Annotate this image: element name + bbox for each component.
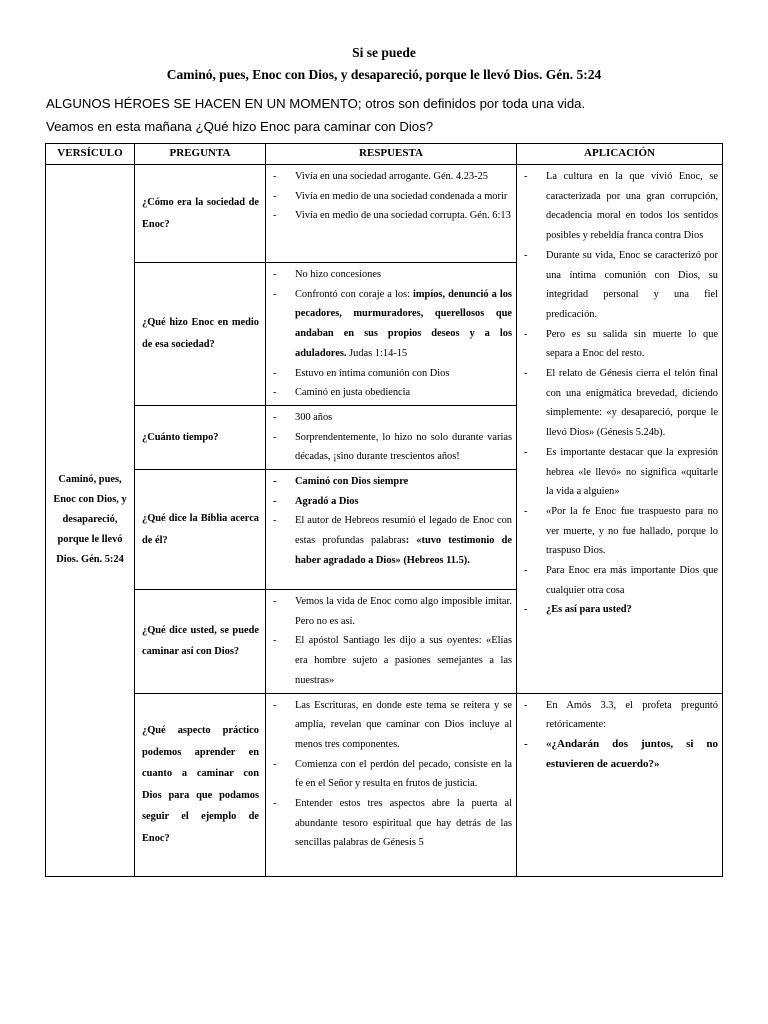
answer-item: - El apóstol Santiago les dijo a sus oyentes: «Elías era hombre sujeto a pasiones semejantes a las nuestras»	[266, 631, 512, 690]
answer-cell	[266, 693, 517, 876]
answer-cell	[266, 590, 517, 694]
application-item: - «¿Andarán dos juntos, si no estuvieren de acuerdo?»	[517, 735, 718, 774]
answer-bold-text: impíos, denunció a los pecadores, murmuradores, querellosos que andaban en sus propios deseos y a los aduladores.	[295, 288, 512, 359]
answer-item: - Agradó a Dios	[266, 492, 512, 512]
question-cell: ¿Qué dice usted, se puede caminar así con Dios?	[135, 590, 266, 694]
answer-item: - Vemos la vida de Enoc como algo imposible imitar. Pero no es así.	[266, 592, 512, 631]
answer-cell	[266, 165, 517, 263]
document-subtitle: Caminó, pues, Enoc con Dios, y desapareció, porque le llevó Dios. Gén. 5:24	[166, 67, 602, 82]
document-title: Si se puede	[352, 45, 416, 60]
intro-line-2: Veamos en esta mañana ¿Qué hizo Enoc para caminar con Dios?	[46, 119, 434, 134]
answer-reference: Judas 1:14-15	[346, 347, 408, 359]
column-header-pregunta: PREGUNTA	[135, 144, 266, 165]
question-cell: ¿Cuánto tiempo?	[135, 405, 266, 469]
answer-text: Confrontó con coraje a los:	[295, 288, 414, 300]
application-item: - «Por la fe Enoc fue traspuesto para no ver muerte, y no fue hallado, porque lo traspuso Dios.	[517, 502, 718, 561]
answer-bold-text: : «tuvo testimonio de haber agradado a Dios» (Hebreos 11.5).	[295, 535, 512, 566]
application-item: - En Amós 3.3, el profeta preguntó retóricamente:	[517, 696, 718, 735]
answer-item: - Vivía en medio de una sociedad corrupta. Gén. 6:13	[266, 206, 512, 226]
answer-item: - Caminó en justa obediencia	[266, 383, 512, 403]
answer-item	[266, 285, 512, 364]
application-item: - El relato de Génesis cierra el telón final con una enigmática brevedad, diciendo simplemente: «y desapareció, porque le llevó Dios» (Génesis 5.24b).	[517, 364, 718, 443]
application-cell	[517, 693, 723, 876]
table-header-row	[46, 144, 723, 165]
question-cell: ¿Cómo era la sociedad de Enoc?	[135, 165, 266, 263]
answer-item	[266, 511, 512, 570]
study-table	[45, 143, 723, 877]
intro-line-1: ALGUNOS HÉROES SE HACEN EN UN MOMENTO; otros son definidos por toda una vida.	[46, 96, 586, 111]
versiculo-cell: Caminó, pues, Enoc con Dios, y desapareció, porque le llevó Dios. Gén. 5:24	[46, 165, 135, 877]
application-item: - Para Enoc era más importante Dios que cualquier otra cosa	[517, 561, 718, 600]
application-item: - Pero es su salida sin muerte lo que separa a Enoc del resto.	[517, 325, 718, 364]
answer-item: - Entender estos tres aspectos abre la puerta al abundante tesoro espiritual que hay detrás de las sencillas palabras de Génesis 5	[266, 794, 512, 853]
application-item: - Es importante destacar que la expresión hebrea «le llevó» no significa «quitarle la vida a alguien»	[517, 443, 718, 502]
application-item: - Durante su vida, Enoc se caracterizó por una íntima comunión con Dios, su integridad personal y una fiel predicación.	[517, 246, 718, 325]
answer-item: - Las Escrituras, en donde este tema se reitera y se amplía, revelan que caminar con Dios incluye al menos tres componentes.	[266, 696, 512, 755]
column-header-aplicacion: APLICACIÓN	[517, 144, 723, 165]
answer-text: El autor de Hebreos resumió el legado de Enoc con estas profundas palabras	[295, 515, 512, 547]
application-cell	[517, 165, 723, 694]
answer-cell	[266, 405, 517, 469]
answer-item: - Vivía en una sociedad arrogante. Gén. 4.23-25	[266, 167, 512, 187]
answer-item: - Caminó con Dios siempre	[266, 472, 512, 492]
question-cell: ¿Qué aspecto práctico podemos aprender en cuanto a caminar con Dios para que podamos seguir el ejemplo de Enoc?	[135, 693, 266, 876]
answer-item: - Vivía en medio de una sociedad condenada a morir	[266, 187, 512, 207]
question-cell: ¿Qué hizo Enoc en medio de esa sociedad?	[135, 263, 266, 406]
table-row	[46, 693, 723, 876]
answer-item: - Sorprendentemente, lo hizo no solo durante varias décadas, ¡sino durante trescientos años!	[266, 428, 512, 467]
answer-item: - Estuvo en íntima comunión con Dios	[266, 364, 512, 384]
column-header-respuesta: RESPUESTA	[266, 144, 517, 165]
application-item: - La cultura en la que vivió Enoc, se caracterizada por una gran corrupción, decadencia moral en todos los sentidos posibles y rebeldía franca contra Dios	[517, 167, 718, 246]
answer-item: - 300 años	[266, 408, 512, 428]
table-row	[46, 165, 723, 263]
question-cell: ¿Qué dice la Biblia acerca de él?	[135, 470, 266, 590]
answer-item: - Comienza con el perdón del pecado, consiste en la fe en el Señor y resulta en frutos de justicia.	[266, 755, 512, 794]
column-header-versiculo: VERSÍCULO	[46, 144, 135, 165]
answer-item: - No hizo concesiones	[266, 265, 512, 285]
answer-cell	[266, 263, 517, 406]
answer-cell	[266, 470, 517, 590]
application-item: - ¿Es así para usted?	[517, 600, 718, 620]
